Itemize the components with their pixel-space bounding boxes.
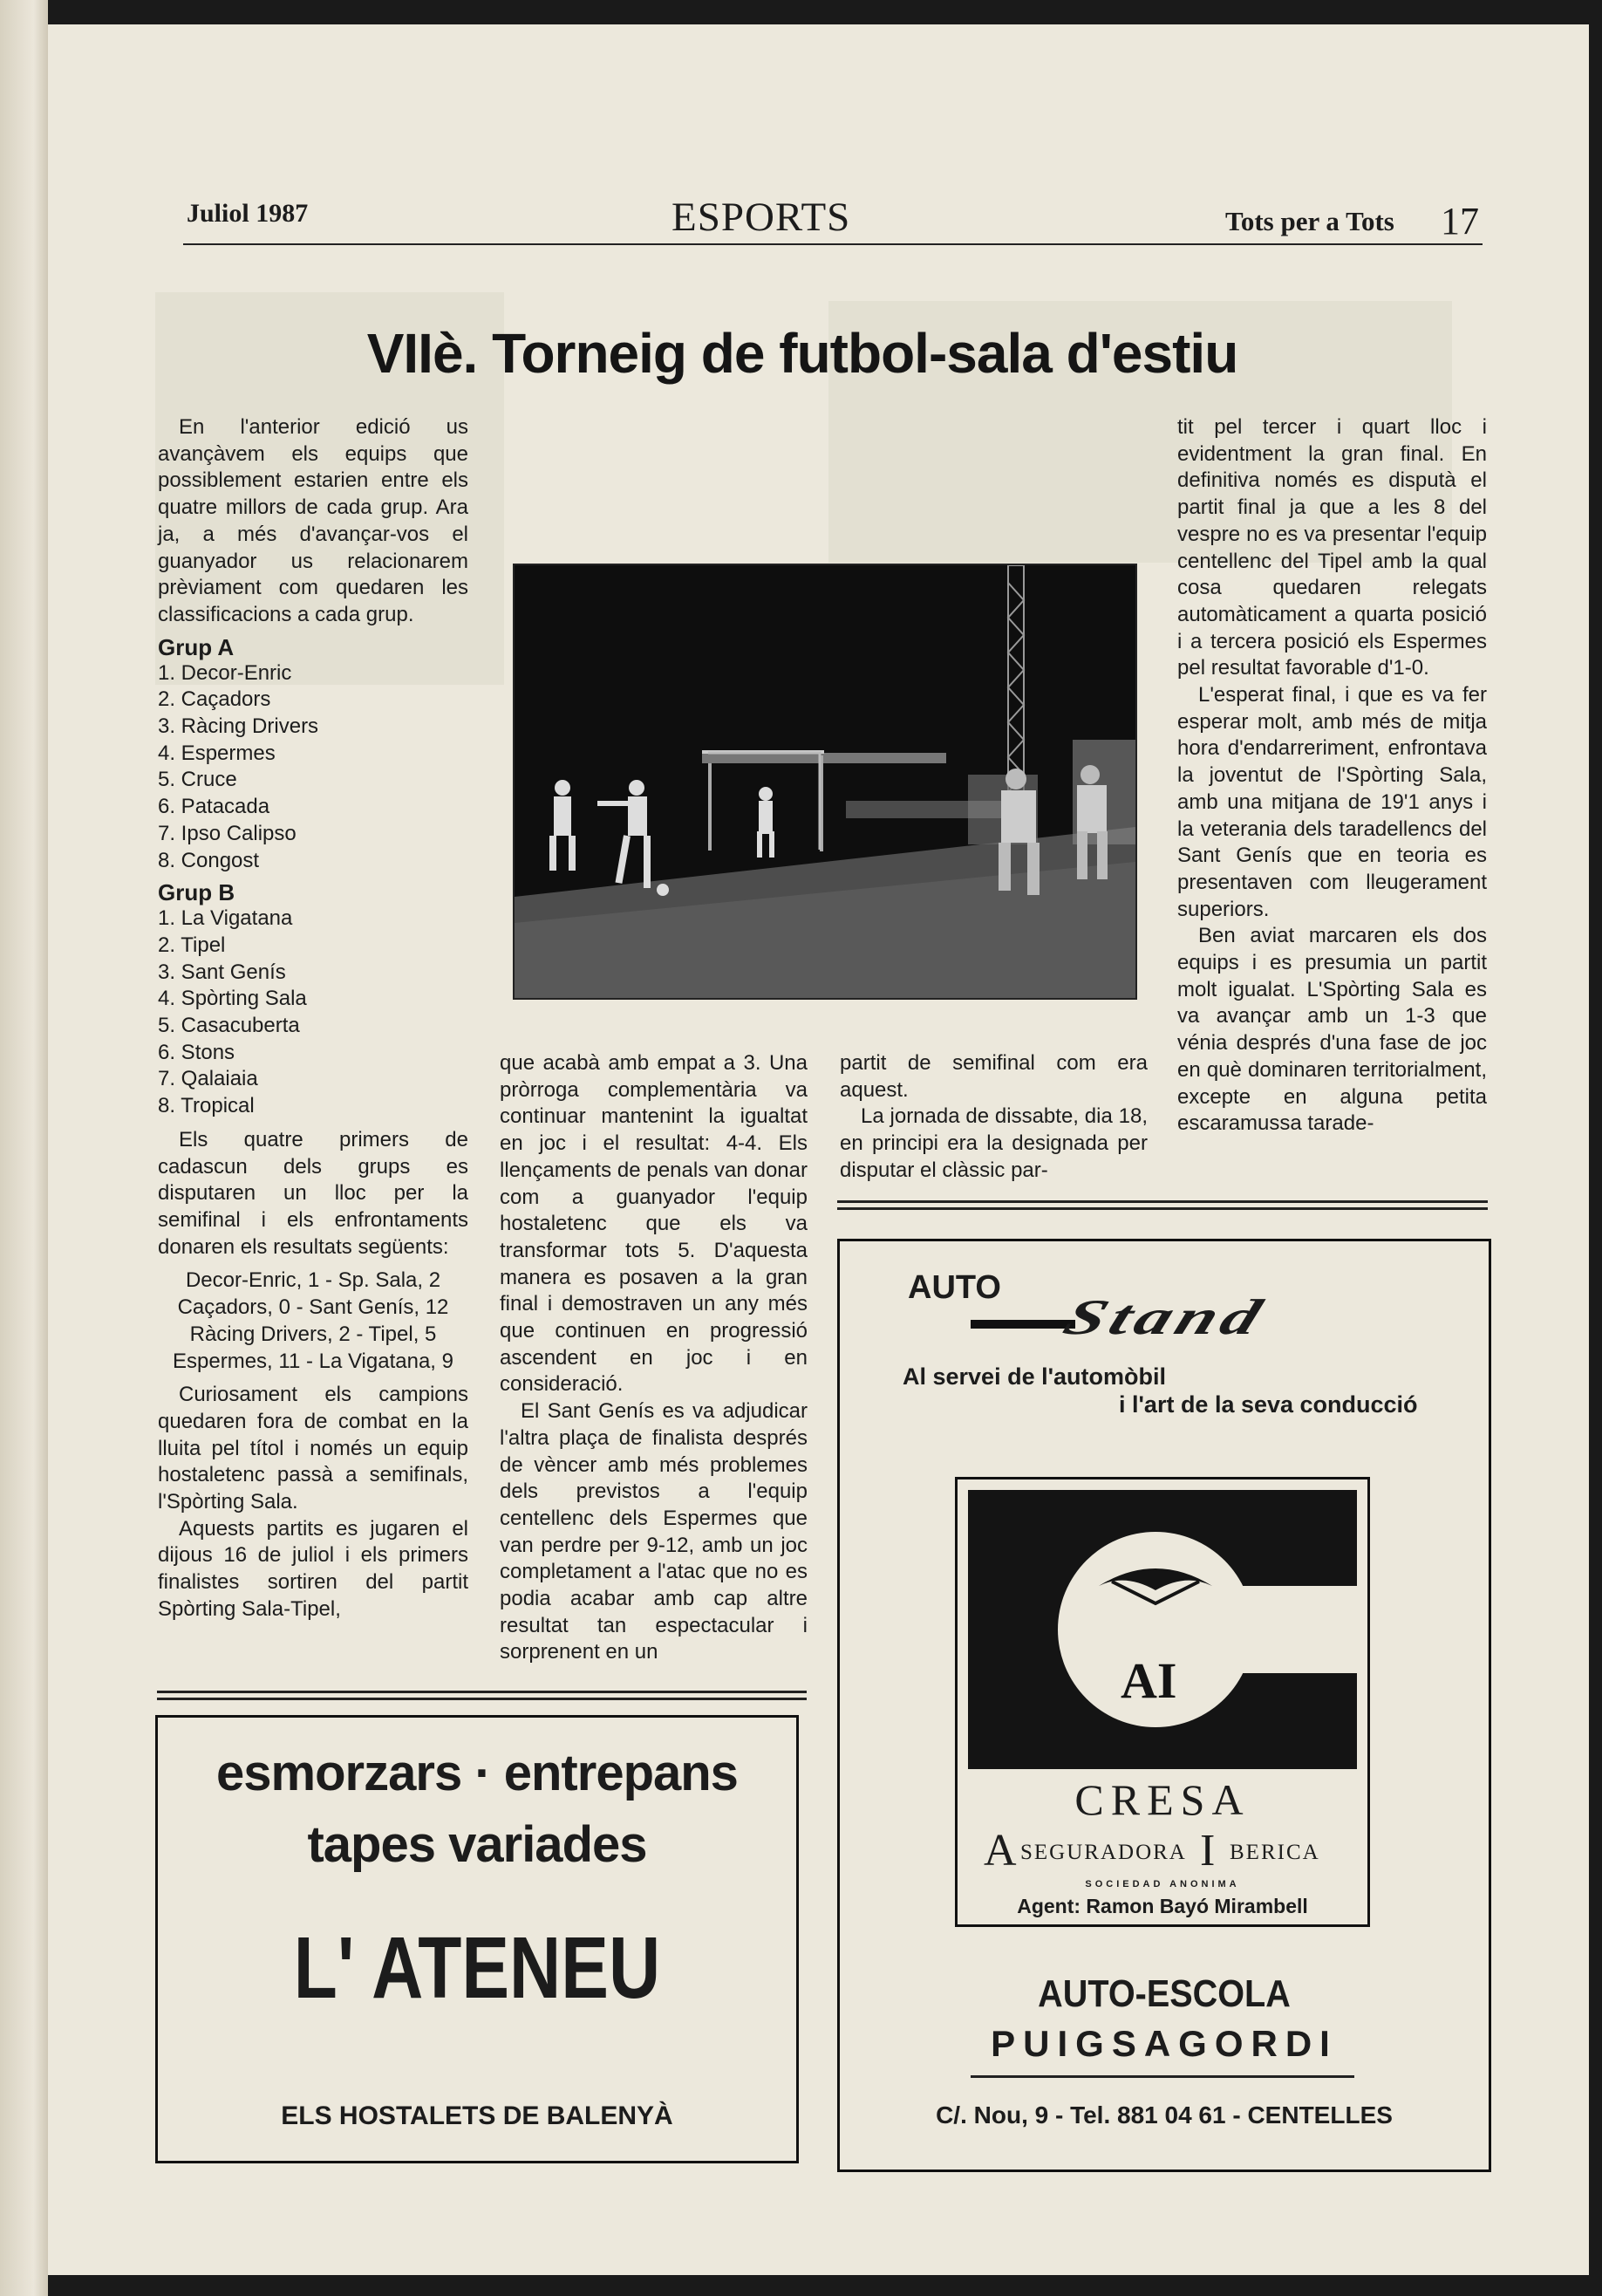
text-paragraph: que acabà amb empat a 3. Una pròrroga complementària va continuar mantenint la igualtat en joc i el resultat: 4-4. Els llençaments de penals van donar com a guanyador l'equip hostaletenc que els va transformar tots 5. D'aquesta manera es posaven a la gran final i demostraven un any més que continuen en progressió ascendent en joc i en consideració.: [500, 1051, 808, 1397]
driving-school-address: C/. Nou, 9 - Tel. 881 04 61 - CENTELLES: [936, 2101, 1393, 2129]
slogan-line-2: i l'art de la seva conducció: [1119, 1391, 1418, 1418]
list-item: 3. Sant Genís: [158, 960, 286, 984]
cresa-initial-i: I: [1200, 1826, 1216, 1876]
stand-logo: [971, 1287, 1407, 1345]
list-item: 1. Decor-Enric: [158, 660, 292, 685]
ateneu-location: ELS HOSTALETS DE BALENYÀ: [281, 2101, 673, 2130]
list-item: 8. Tropical: [158, 1094, 255, 1118]
result-line: Decor-Enric, 1 - Sp. Sala, 2: [185, 1268, 441, 1293]
group-a-heading: Grup A: [158, 633, 235, 660]
cresa-company-type: SOCIEDAD ANONIMA: [1085, 1879, 1240, 1889]
match-photo: [513, 564, 1137, 1000]
list-item: 5. Casacuberta: [158, 1014, 300, 1038]
driving-school-title: AUTO-ESCOLA: [1038, 1972, 1291, 2015]
cresa-sub-a: SEGURADORA: [1020, 1841, 1187, 1864]
list-item: 3. Ràcing Drivers: [158, 714, 319, 739]
article-column-3: [840, 1050, 1148, 1185]
slogan-line-1: Al servei de l'automòbil: [903, 1363, 1166, 1390]
text-paragraph: Ben aviat marcaren els dos equips i es presumia un partit molt igualat. L'Spòrting Sala es va avançar amb un 1-3 que vénia després d'una fase de joc en què dominaren territorialment, excepte en alguna petita escaramussa tarade-: [1177, 924, 1487, 1136]
ad-line-tapas: tapes variades: [307, 1816, 647, 1873]
result-line: Espermes, 11 - La Vigatana, 9: [173, 1349, 453, 1373]
cresa-c-logo-icon: [968, 1490, 1357, 1769]
matches-paragraph: Aquests partits es jugaren el dijous 16 de juliol i els primers finalistes sortiren del partit Spòrting Sala-Tipel,: [158, 1516, 468, 1621]
page-number: 17: [1441, 200, 1479, 243]
divider-rule: [157, 1698, 807, 1700]
list-item: 5. Cruce: [158, 768, 237, 792]
cresa-agent: Agent: Ramon Bayó Mirambell: [1017, 1895, 1308, 1917]
auto-label: AUTO: [908, 1269, 1001, 1306]
text-paragraph: La jornada de dissabte, dia 18, en principi era la designada per disputar el clàssic par-: [840, 1104, 1148, 1182]
article-column-1: [158, 414, 468, 1623]
auto-advertisement: [837, 1239, 1491, 2172]
driving-school-name: PUIGSAGORDI: [991, 2023, 1338, 2064]
intro-paragraph: En l'anterior edició us avançàvem els equips que possiblement estarien entre els quatre millors de cada grup. Ara ja, a més d'avançar-vos el guanyador us relacionarem prèviament com quedaren les classificacions a cada grup.: [158, 415, 468, 626]
result-line: Caçadors, 0 - Sant Genís, 12: [177, 1295, 449, 1320]
divider-rule: [837, 1207, 1488, 1210]
photo-illustration: [515, 565, 1135, 998]
list-item: 4. Spòrting Sala: [158, 987, 307, 1011]
ad-divider: [971, 2075, 1354, 2078]
cresa-logo-panel: [968, 1490, 1357, 1769]
group-b-heading: Grup B: [158, 879, 235, 906]
header-rule: [183, 243, 1483, 245]
divider-rule: [837, 1200, 1488, 1203]
list-item: 6. Patacada: [158, 795, 270, 819]
text-paragraph: partit de semifinal com era aquest.: [840, 1051, 1148, 1102]
ad-line-breakfast: esmorzars · entrepans: [216, 1745, 738, 1801]
stand-logo-text: Stand: [1056, 1288, 1274, 1345]
text-paragraph: tit pel tercer i quart lloc i evidentment la gran final. En definitiva només es disputà el partit final ja que a les 8 del vespre no es va presentar l'equip centellenc del Tipel amb la qual cosa quedaren relegats automàticament a quarta posició i a tercera posició els Espermes pel resultat favorable d'1-0.: [1177, 415, 1487, 680]
group-b-list: [158, 905, 468, 1120]
ateneu-advertisement: [155, 1715, 799, 2163]
list-item: 7. Qalaiaia: [158, 1067, 258, 1091]
cresa-logo-letters: AI: [1121, 1652, 1177, 1709]
issue-date: Juliol 1987: [187, 199, 309, 228]
article-column-4: [1177, 414, 1487, 1138]
list-item: 8. Congost: [158, 848, 260, 872]
text-paragraph: L'esperat final, i que es va fer esperar molt, amb més de mitja hora d'endarreriment, enfrontava la joventut de l'Spòrting Sala, amb una mitjana de 19'1 anys i la veterania dels taradellencs del Sant Genís que en teoria es presentaven com lleugerament superiors.: [1177, 683, 1487, 921]
article-column-2: [500, 1050, 808, 1666]
list-item: 2. Caçadors: [158, 687, 271, 712]
list-item: 7. Ipso Calipso: [158, 821, 297, 845]
article-title: VIIè. Torneig de futbol-sala d'estiu: [366, 322, 1238, 385]
list-item: 4. Espermes: [158, 741, 276, 765]
cresa-sub-b: BERICA: [1230, 1841, 1320, 1864]
cresa-initial-a: A: [984, 1826, 1017, 1876]
text-paragraph: El Sant Genís es va adjudicar l'altra plaça de finalista després de vèncer amb més problemes dels previstos a l'equip centellenc dels Espermes que van perdre per 9-12, amb un joc completament a l'atac que no es podia acabar amb cap altre resultat tan espectacular i sorprenent en un: [500, 1399, 808, 1664]
ateneu-name: L' ATENEU: [293, 1919, 661, 2017]
magazine-name: Tots per a Tots: [1225, 206, 1394, 236]
cresa-name: CRESA: [1074, 1775, 1251, 1824]
curious-paragraph: Curiosament els campions quedaren fora de combat en la lluita pel títol i només un equip hostaletenc passà a semifinals, l'Spòrting Sala.: [158, 1383, 468, 1514]
group-a-list: [158, 660, 468, 875]
list-item: 2. Tipel: [158, 933, 226, 957]
logo-speed-line: [971, 1320, 1075, 1329]
cresa-insurance-ad: [955, 1477, 1370, 1927]
quarterfinal-paragraph: Els quatre primers de cadascun dels grups es disputaren un lloc per la semifinal i els enfrontaments donaren els resultats següents:: [158, 1127, 468, 1259]
section-title: ESPORTS: [671, 195, 851, 240]
result-line: Ràcing Drivers, 2 - Tipel, 5: [189, 1322, 437, 1346]
divider-rule: [157, 1691, 807, 1693]
list-item: 6. Stons: [158, 1040, 235, 1064]
results-list: [158, 1268, 468, 1375]
list-item: 1. La Vigatana: [158, 906, 293, 931]
binding-margin: [0, 0, 48, 2296]
